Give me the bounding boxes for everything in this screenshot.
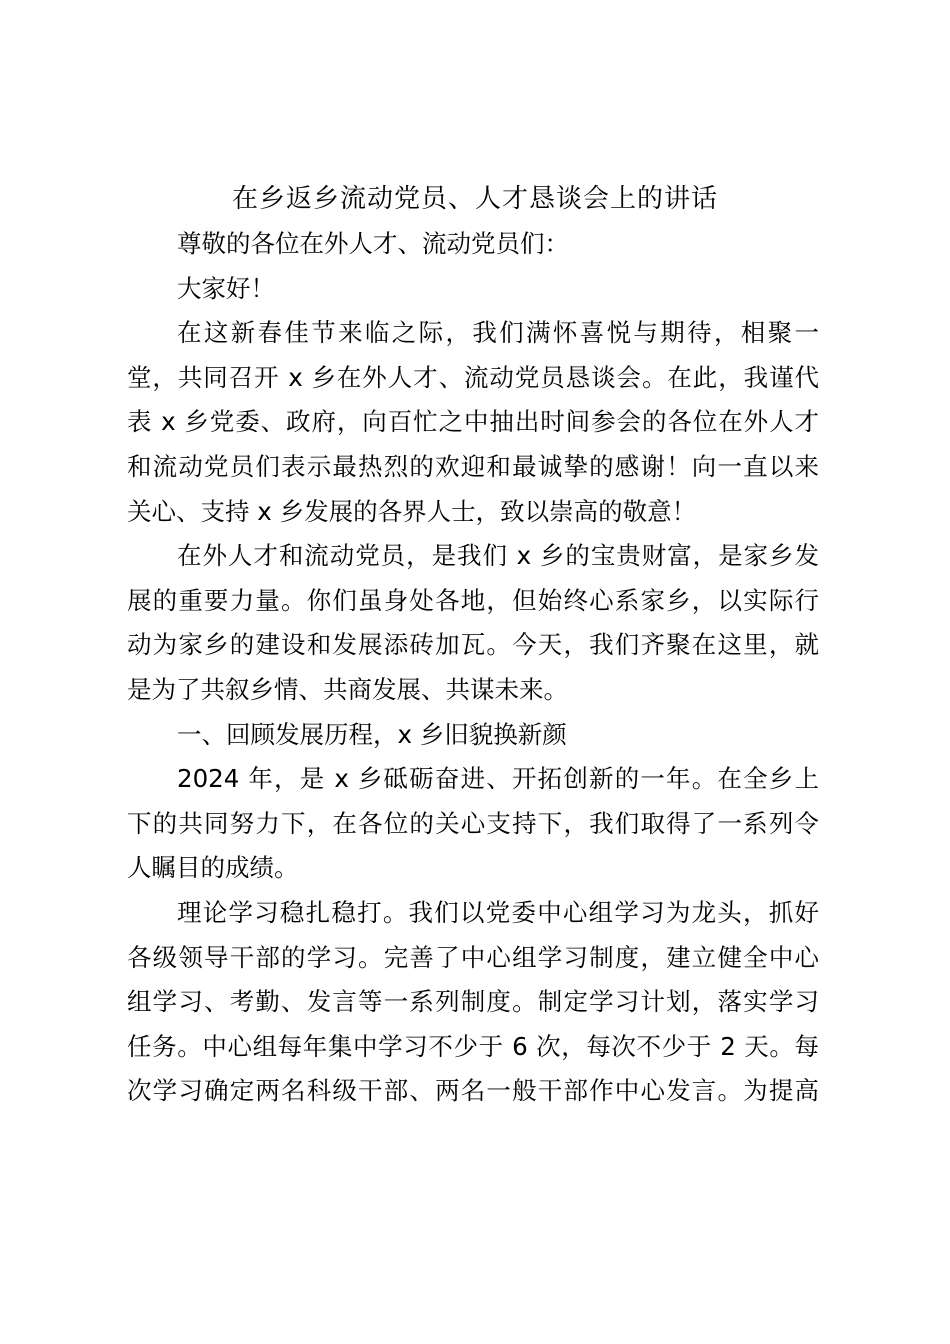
- paragraph-line: 在这新春佳节来临之际，我们满怀喜悦与期待，相聚一: [177, 318, 819, 348]
- paragraph-line: 组学习、考勤、发言等一系列制度。制定学习计划，落实学习: [127, 987, 819, 1017]
- paragraph-line: 是为了共叙乡情、共商发展、共谋未来。: [127, 674, 568, 704]
- paragraph-line: 任务。中心组每年集中学习不少于 6 次，每次不少于 2 天。每: [127, 1031, 819, 1061]
- paragraph-line: 堂，共同召开 x 乡在外人才、流动党员恳谈会。在此，我谨代: [127, 362, 819, 392]
- paragraph-line: 表 x 乡党委、政府，向百忙之中抽出时间参会的各位在外人才: [127, 407, 819, 437]
- paragraph-line: 人瞩目的成绩。: [127, 853, 299, 883]
- paragraph-line: 和流动党员们表示最热烈的欢迎和最诚挚的感谢！向一直以来: [127, 451, 819, 481]
- paragraph-line: 理论学习稳扎稳打。我们以党委中心组学习为龙头，抓好: [177, 897, 819, 927]
- paragraph-line: 关心、支持 x 乡发展的各界人士，致以崇高的敬意！: [127, 496, 697, 526]
- paragraph-line: 各级领导干部的学习。完善了中心组学习制度，建立健全中心: [127, 942, 819, 972]
- paragraph-line: 次学习确定两名科级干部、两名一般干部作中心发言。为提高: [127, 1076, 819, 1106]
- section-heading: 一、回顾发展历程，x 乡旧貌换新颜: [177, 719, 567, 749]
- paragraph-line: 动为家乡的建设和发展添砖加瓦。今天，我们齐聚在这里，就: [127, 630, 819, 660]
- paragraph-line: 展的重要力量。你们虽身处各地，但始终心系家乡，以实际行: [127, 585, 819, 615]
- document-title: 在乡返乡流动党员、人才恳谈会上的讲话: [231, 184, 718, 214]
- paragraph-line: 在外人才和流动党员，是我们 x 乡的宝贵财富，是家乡发: [177, 541, 819, 571]
- greeting-line: 大家好！: [177, 273, 275, 303]
- salutation-line: 尊敬的各位在外人才、流动党员们：: [177, 229, 569, 258]
- paragraph-line: 2024 年，是 x 乡砥砺奋进、开拓创新的一年。在全乡上: [177, 764, 819, 794]
- paragraph-line: 下的共同努力下，在各位的关心支持下，我们取得了一系列令: [127, 808, 819, 838]
- document-body: [127, 222, 819, 1114]
